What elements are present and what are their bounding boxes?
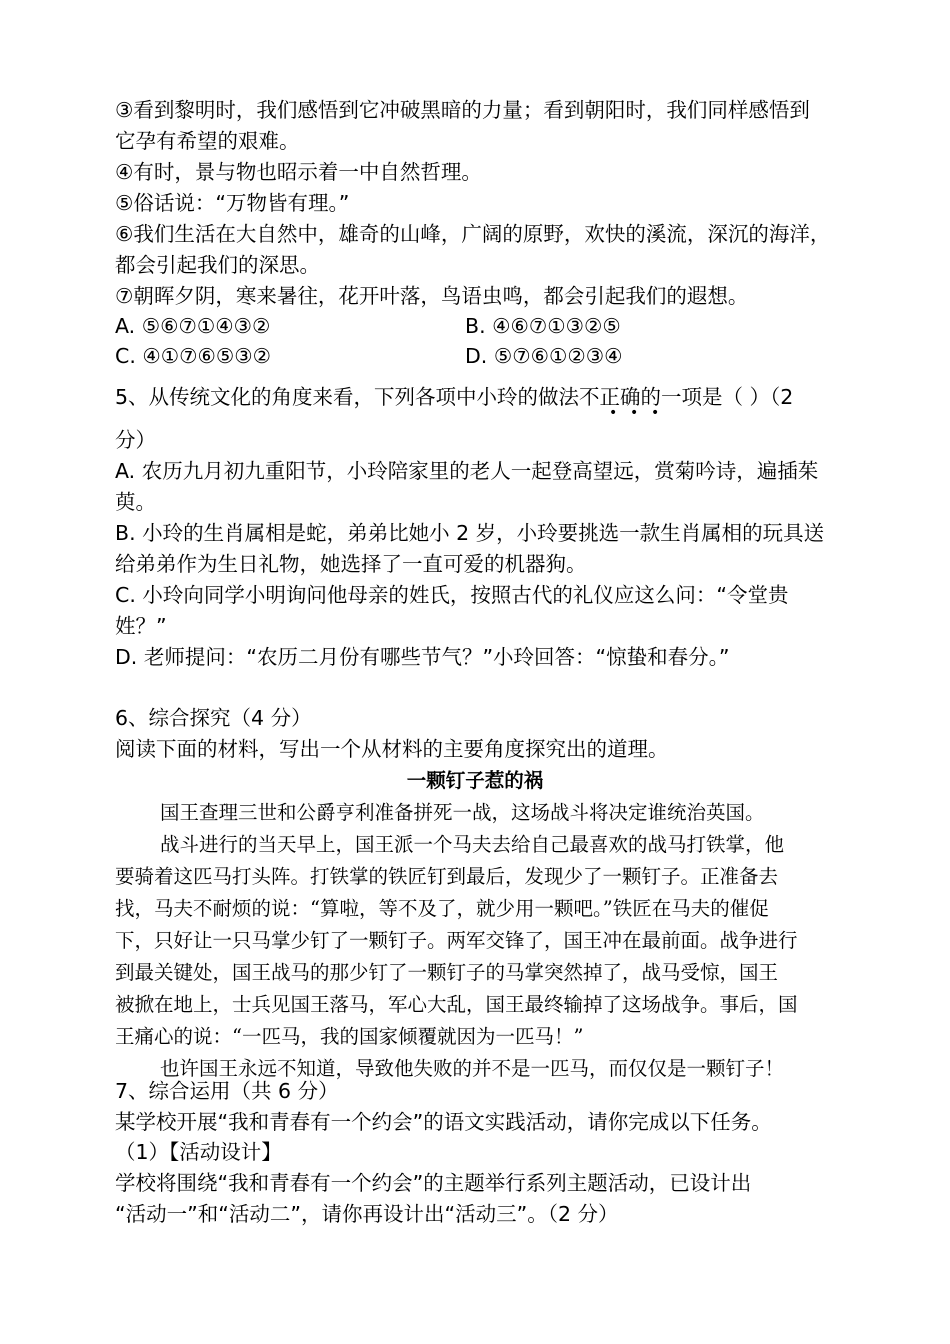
q7-task-1-label: （1）【活动设计】 [115,1140,282,1164]
q7-task-1-line-1: 学校将围绕“我和青春有一个约会”的主题举行系列主题活动，已设计出 [115,1171,752,1195]
q5-option-a-line-2: 萸。 [115,490,156,514]
emphasis-dot: • [630,405,639,421]
q6-instruction: 阅读下面的材料，写出一个从材料的主要角度探究出的道理。 [115,737,669,761]
passage-paragraph-2-line-1: 战斗进行的当天早上，国王派一个马夫去给自己最喜欢的战马打铁掌，他 [160,833,785,856]
q5-stem-line-2: 分） [115,428,156,452]
q5-stem-line-1: 5、从传统文化的角度来看，下列各项中小玲的做法不正确的一项是（ ）（2 [115,385,794,409]
q5-option-c-line-1: C. 小玲向同学小明询问他母亲的姓氏，按照古代的礼仪应这么问：“令堂贵 [115,583,789,607]
passage-paragraph-2-line-7: 王痛心的说：“一匹马，我的国家倾覆就因为一匹马！” [115,1025,584,1048]
passage-paragraph-2-line-3: 找，马夫不耐烦的说：“算啦，等不及了，就少用一颗吧。”铁匠在马夫的催促 [115,897,769,920]
q5-option-c-line-2: 姓？” [115,614,167,638]
passage-paragraph-2-line-5: 到最关键处，国王战马的那少钉了一颗钉子的马掌突然掉了，战马受惊，国王 [115,961,779,984]
q5-option-b-line-2: 给弟弟作为生日礼物，她选择了一直可爱的机器狗。 [115,552,587,576]
q5-option-a-line-1: A. 农历九月初九重阳节，小玲陪家里的老人一起登高望远，赏菊吟诗，遍插茱 [115,459,819,483]
q4-option-d: D. ⑤⑦⑥①②③④ [465,344,623,368]
q5-option-b-line-1: B. 小玲的生肖属相是蛇，弟弟比她小 2 岁，小玲要挑选一款生肖属相的玩具送 [115,521,825,545]
q7-heading: 7、综合运用（共 6 分） [115,1079,339,1103]
emphasis-dot: • [651,405,660,421]
sentence-6-line-1: ⑥我们生活在大自然中，雄奇的山峰，广阔的原野，欢快的溪流，深沉的海洋， [115,222,831,246]
q4-option-a: A. ⑤⑥⑦①④③② [115,314,271,338]
sentence-7: ⑦朝晖夕阴，寒来暑往，花开叶落，鸟语虫鸣，都会引起我们的遐想。 [115,284,749,308]
q4-option-c: C. ④①⑦⑥⑤③② [115,344,271,368]
passage-paragraph-1: 国王查理三世和公爵亨利准备拼死一战，这场战斗将决定谁统治英国。 [160,801,765,824]
q5-option-d: D. 老师提问：“农历二月份有哪些节气？”小玲回答：“惊蛰和春分。” [115,645,730,669]
sentence-6-line-2: 都会引起我们的深思。 [115,253,320,277]
sentence-4: ④有时，景与物也昭示着一中自然哲理。 [115,160,482,184]
passage-paragraph-2-line-6: 被掀在地上，士兵见国王落马，军心大乱，国王最终输掉了这场战争。事后，国 [115,993,798,1016]
sentence-3-line-2: 它孕有希望的艰难。 [115,129,300,153]
q7-intro: 某学校开展“我和青春有一个约会”的语文实践活动，请你完成以下任务。 [115,1110,772,1134]
passage-title: 一颗钉子惹的祸 [406,769,544,792]
q6-heading: 6、综合探究（4 分） [115,706,312,730]
sentence-5: ⑤俗话说：“万物皆有理。” [115,191,350,215]
emphasis-dot: • [609,405,618,421]
q4-option-b: B. ④⑥⑦①③②⑤ [465,314,621,338]
passage-paragraph-2-line-4: 下，只好让一只马掌少钉了一颗钉子。两军交锋了，国王冲在最前面。战争进行 [115,929,798,952]
sentence-3-line-1: ③看到黎明时，我们感悟到它冲破黑暗的力量；看到朝阳时，我们同样感悟到 [115,98,810,122]
passage-paragraph-3: 也许国王永远不知道，导致他失败的并不是一匹马，而仅仅是一颗钉子！ [160,1057,785,1080]
passage-paragraph-2-line-2: 要骑着这匹马打头阵。打铁掌的铁匠钉到最后，发现少了一颗钉子。正准备去 [115,865,779,888]
q7-task-1-line-2: “活动一”和“活动二”，请你再设计出“活动三”。（2 分） [115,1202,619,1226]
